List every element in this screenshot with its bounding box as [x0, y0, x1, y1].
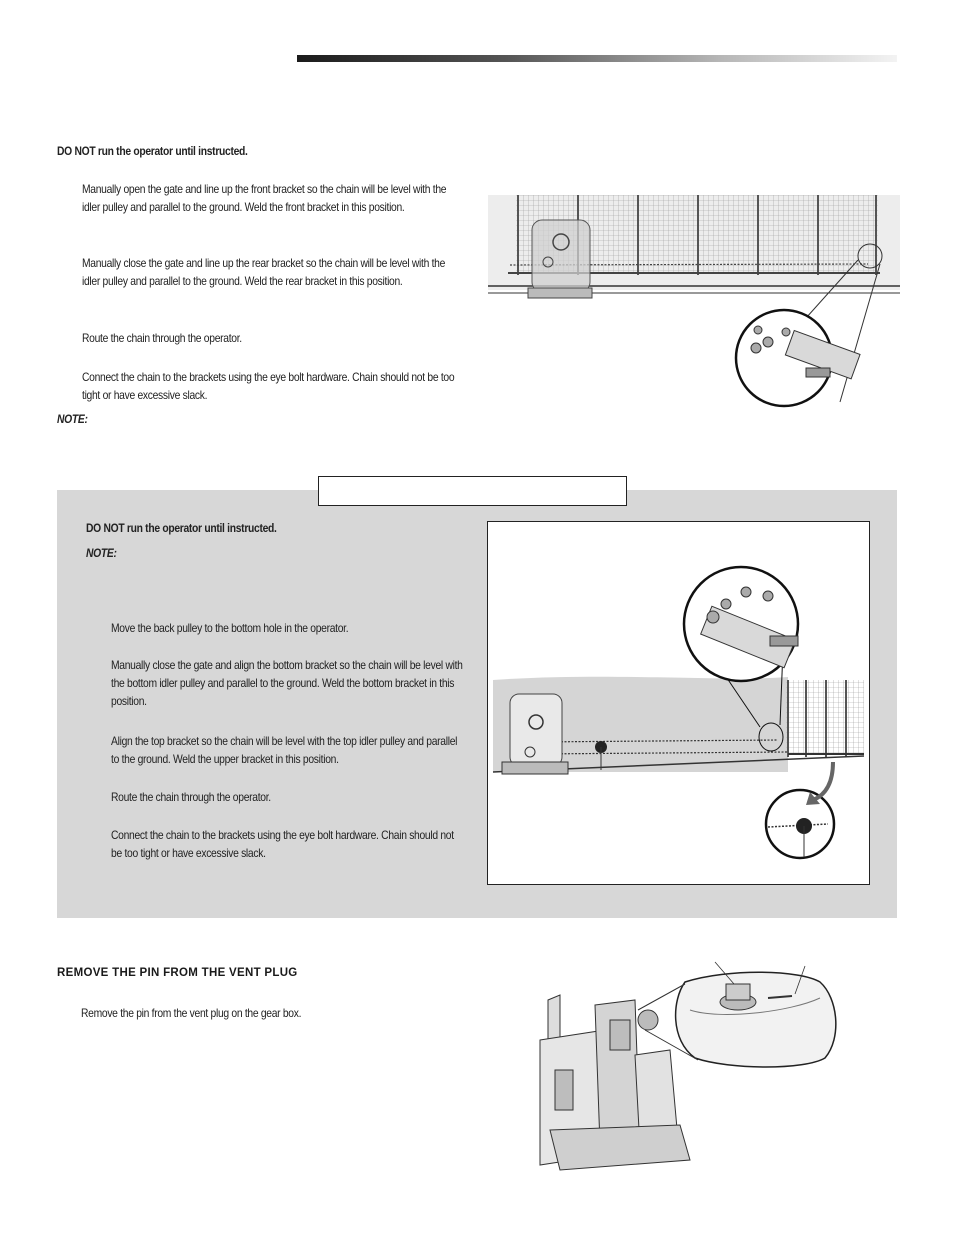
step-text: Align the top bracket so the chain will be level with the top idler pulley and parallel to the ground. Weld the upper bracket in this position. — [111, 734, 458, 766]
step-text: Connect the chain to the brackets using the eye bolt hardware. Chain should not be too tight or have excessive slack. — [82, 370, 455, 402]
step-text: Move the back pulley to the bottom hole in the operator. — [111, 621, 349, 635]
step-text: Manually close the gate and align the bottom bracket so the chain will be level with the bottom idler pulley and parallel to the ground. Weld the bottom bracket in this position. — [111, 658, 463, 708]
step-text: Route the chain through the operator. — [111, 790, 271, 804]
gate-chain-illustration-top — [488, 190, 903, 420]
header-gradient-bar — [297, 55, 897, 62]
warning-text: DO NOT run the operator until instructed. — [57, 144, 248, 158]
note-label: NOTE: — [57, 412, 88, 426]
step-text: Route the chain through the operator. — [82, 331, 242, 345]
panel-title-box — [318, 476, 627, 506]
step-text: Manually open the gate and line up the front bracket so the chain will be level with the idler pulley and parallel to the ground. Weld the front bracket in this position. — [82, 182, 447, 214]
step-text: Remove the pin from the vent plug on the gear box. — [81, 1006, 302, 1020]
warning-text: DO NOT run the operator until instructed. — [86, 521, 277, 535]
step-text: Manually close the gate and line up the rear bracket so the chain will be level with the idler pulley and parallel to the ground. Weld the rear bracket in this position. — [82, 256, 446, 288]
note-label: NOTE: — [86, 546, 117, 560]
gate-chain-illustration-bottom — [488, 522, 869, 884]
gearbox-vent-plug-illustration — [520, 950, 850, 1175]
step-text: Connect the chain to the brackets using the eye bolt hardware. Chain should not be too tight or have excessive slack. — [111, 828, 454, 860]
section-heading: REMOVE THE PIN FROM THE VENT PLUG — [57, 967, 298, 979]
